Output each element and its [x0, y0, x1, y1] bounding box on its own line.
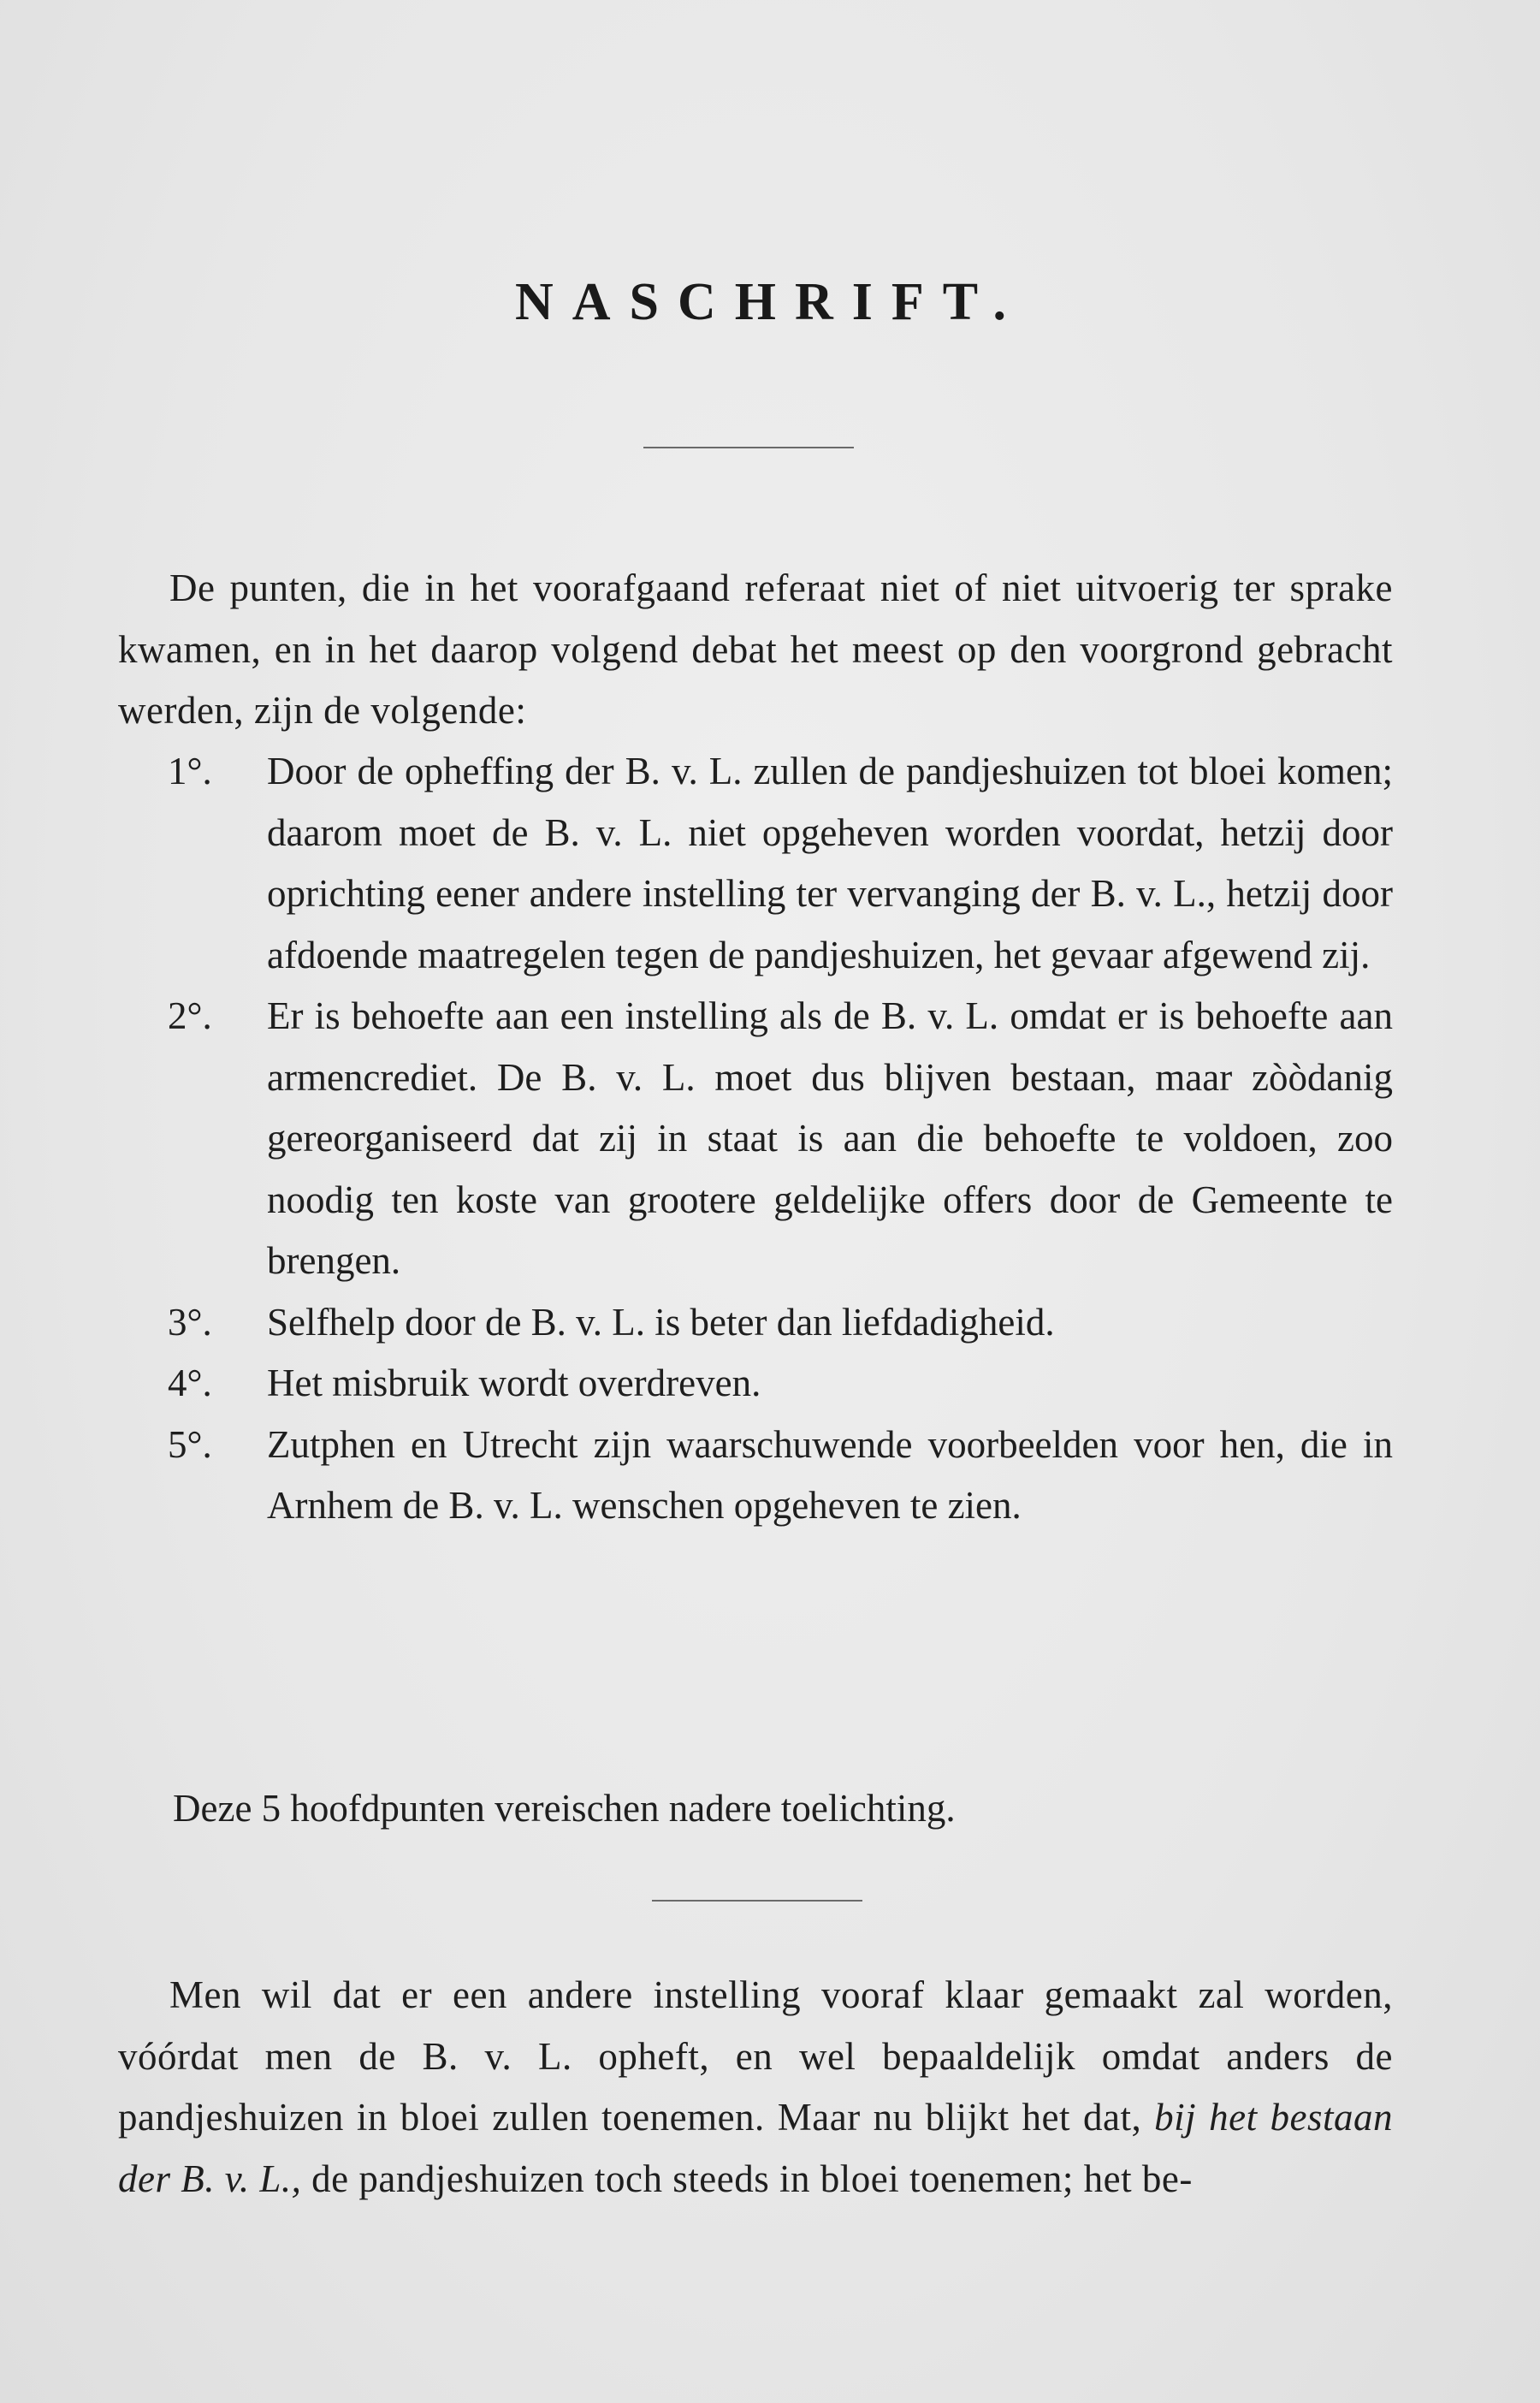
item-text: Zutphen en Utrecht zijn waarschuwende voorbeelden voor hen, die in Arnhem de B. v. L. wenschen opgeheven te zien.	[267, 1422, 1393, 1527]
page-title: NASCHRIFT.	[514, 273, 1026, 331]
item-text: Door de opheffing der B. v. L. zullen de pandjeshuizen tot bloei komen; daarom moet de B. v. L. niet opgeheven worden voordat, hetzij door oprichting eener andere instelling ter vervanging der B. v. L., hetzij door afdoende maatregelen tegen de pandjeshuizen, het gevaar afgewend zij.	[267, 750, 1393, 976]
item-number: 5°.	[168, 1422, 212, 1466]
list-item	[168, 741, 1393, 986]
intro-paragraph	[118, 558, 1393, 742]
list-item	[168, 986, 1393, 1292]
second-paragraph-text-1: Men wil dat er een andere instelling vooraf klaar gemaakt zal worden, vóórdat men de B. v. L. opheft, en wel bepaaldelijk omdat anders de pandjeshuizen in bloei zullen toenemen. Maar nu blijkt het dat,	[118, 1973, 1393, 2139]
second-paragraph-text-2: de pandjeshuizen toch steeds in bloei toenemen; het be-	[311, 2157, 1193, 2200]
item-number: 2°.	[168, 994, 212, 1037]
item-number: 1°.	[168, 750, 212, 792]
numbered-points-list	[168, 741, 1393, 1537]
summary-line: Deze 5 hoofdpunten vereischen nadere toelichting.	[173, 1787, 956, 1830]
item-number: 4°.	[168, 1362, 212, 1404]
intro-text: De punten, die in het voorafgaand referaat niet of niet uitvoerig ter sprake kwamen, en in het daarop volgend debat het meest op den voorgrond gebracht werden, zijn de volgende:	[118, 567, 1393, 732]
second-paragraph-italic: bij het bestaan der B. v. L.,	[118, 2096, 1394, 2200]
list-item	[168, 1415, 1393, 1537]
list-item	[168, 1353, 1393, 1415]
section-divider	[652, 1900, 862, 1902]
item-number: 3°.	[168, 1300, 212, 1344]
title-divider	[643, 447, 854, 448]
item-text: Selfhelp door de B. v. L. is beter dan liefdadigheid.	[267, 1300, 1055, 1344]
second-paragraph	[118, 1965, 1393, 2210]
list-item	[168, 1292, 1393, 1354]
item-text: Het misbruik wordt overdreven.	[267, 1362, 761, 1404]
item-text: Er is behoefte aan een instelling als de B. v. L. omdat er is behoefte aan armencrediet. De B. v. L. moet dus blijven bestaan, maar zòòdanig gereorganiseerd dat zij in staat is aan die behoefte te voldoen, zoo noodig ten koste van grootere geldelijke offers door de Gemeente te brengen.	[267, 994, 1393, 1282]
